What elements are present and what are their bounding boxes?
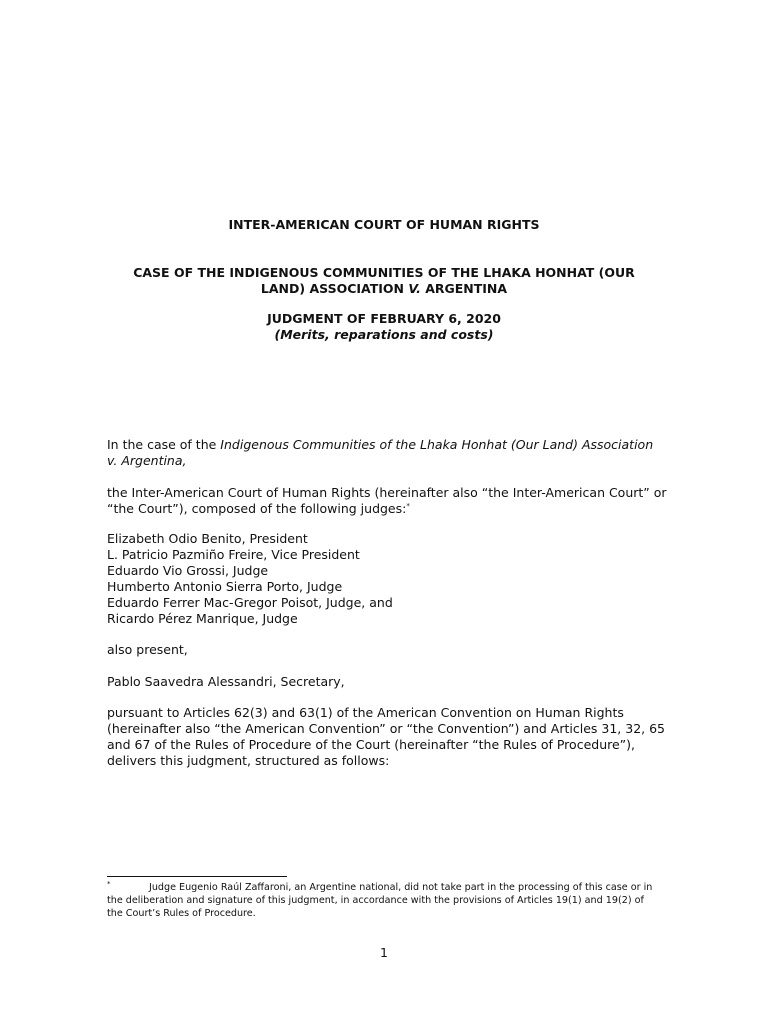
footnote-divider bbox=[107, 876, 287, 877]
secretary-text: Pablo Saavedra Alessandri, Secretary, bbox=[107, 674, 345, 689]
judge-item: Elizabeth Odio Benito, President bbox=[107, 531, 308, 546]
case-name-italic: Indigenous Communities of the Lhaka Honhat (Our Land) Association v. Argentina, bbox=[107, 437, 654, 468]
judgment-heading bbox=[0, 311, 768, 343]
also-present-text: also present, bbox=[107, 642, 188, 657]
judge-item: Humberto Antonio Sierra Porto, Judge bbox=[107, 579, 343, 594]
footnote-reference: * bbox=[406, 501, 410, 510]
court-name-heading: INTER-AMERICAN COURT OF HUMAN RIGHTS bbox=[228, 217, 540, 232]
case-title-heading bbox=[0, 265, 768, 297]
judgment-subtitle: (Merits, reparations and costs) bbox=[274, 327, 494, 342]
case-title-versus: V. bbox=[408, 281, 421, 296]
court-composition-text: the Inter-American Court of Human Rights (hereinafter also “the Inter-American Court” or “the Court”), composed of the following judges: bbox=[107, 485, 667, 516]
case-title-part-b: ARGENTINA bbox=[420, 281, 508, 296]
judge-item: L. Patricio Pazmiño Freire, Vice President bbox=[107, 547, 360, 562]
pursuant-paragraph: pursuant to Articles 62(3) and 63(1) of the American Convention on Human Rights (hereinafter also “the American Convention” or “the Convention”) and Articles 31, 32, 65 and 67 of the Rules of Procedure of the Court (hereinafter “the Rules of Procedure”), delivers this judgment, structured as follows: bbox=[107, 705, 665, 768]
judgment-date: JUDGMENT OF FEBRUARY 6, 2020 bbox=[267, 311, 501, 326]
court-composition-paragraph bbox=[107, 485, 667, 517]
judge-item: Ricardo Pérez Manrique, Judge bbox=[107, 611, 298, 626]
footnote-text: Judge Eugenio Raúl Zaffaroni, an Argentine national, did not take part in the processing of this case or in the deliberation and signature of this judgment, in accordance with the provisions of Articles 19(1) and 19(2) of the Court’s Rules of Procedure. bbox=[107, 882, 653, 919]
page-number: 1 bbox=[380, 945, 388, 960]
judges-list bbox=[107, 531, 667, 627]
case-title-part-a: LAND) ASSOCIATION bbox=[260, 281, 409, 296]
intro-lead: In the case of the bbox=[107, 437, 221, 452]
case-title-line-1: CASE OF THE INDIGENOUS COMMUNITIES OF THE LHAKA HONHAT (OUR bbox=[133, 265, 635, 280]
judge-item: Eduardo Ferrer Mac-Gregor Poisot, Judge, and bbox=[107, 595, 393, 610]
judge-item: Eduardo Vio Grossi, Judge bbox=[107, 563, 269, 578]
intro-paragraph bbox=[107, 437, 667, 469]
case-title-line-2 bbox=[0, 281, 768, 297]
footnote: * Judge Eugenio Raúl Zaffaroni, an Argentine national, did not take part in the processing of this case or in the deliberation and signature of this judgment, in accordance with the provisions of Articles 19(1) and 19(2) of the Court’s Rules of Procedure. bbox=[107, 879, 653, 919]
